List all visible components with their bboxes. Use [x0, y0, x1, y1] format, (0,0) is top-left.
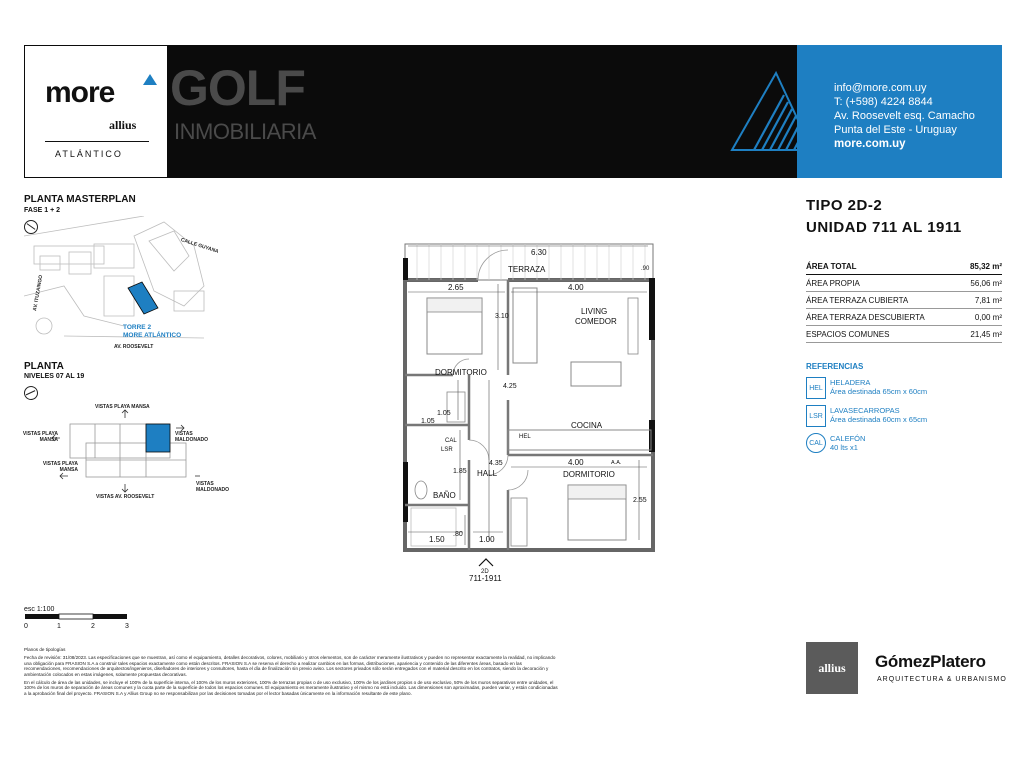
architect-logo: GómezPlatero: [875, 652, 986, 671]
level-plan-map: [50, 398, 200, 498]
street-guyana: CALLE GUYANA: [180, 237, 220, 255]
contact-address: Av. Roosevelt esq. Camacho: [834, 110, 975, 122]
masterplan-phase: FASE 1 + 2: [24, 207, 60, 214]
allius-logo: allius: [806, 642, 858, 694]
area-value: 7,81 m²: [974, 295, 1002, 305]
area-value: 85,32 m²: [969, 261, 1002, 271]
reference-code: CAL: [806, 433, 826, 453]
street-ituzaingo: AV. ITUZAINGO: [32, 274, 45, 312]
area-label: ESPACIOS COMUNES: [806, 329, 890, 339]
logo-allius: allius: [109, 118, 137, 132]
area-value: 0,00 m²: [974, 312, 1002, 322]
label-comedor: COMEDOR: [575, 317, 617, 326]
contact-city: Punta del Este - Uruguay: [834, 124, 957, 136]
view-right: VISTAS MALDONADO: [175, 431, 209, 443]
area-row: [806, 258, 1002, 275]
dim-80: .80: [453, 531, 463, 538]
scale-bar: [24, 606, 134, 632]
level-plan-title: PLANTA: [24, 361, 64, 372]
unit-title: [806, 195, 962, 239]
legal-paragraph-2: En el cálculo de área de las unidades, se incluye el 100% de la superficie interna, el 100% de los muros exteriores, 100% de terrazas propias o de uso exclusivo, 100% de los jardines propios o de uso exclusivo, 50% de los muros separativos entre unidades, el 100% de los muros de separación de áreas comunes y la cuota parte de la superficie de todos los espacios comunes. El equipamiento es meramente ilustrativo y el mismo no está incluido. Las dimensiones son aproximadas, pueden variar, y están condicionadas a la aprobación final del proyecto. FRASION S.A y Allius Group no se responsabilizan por las decisiones tomadas por el lector basadas únicamente en la información resultante de este plano.: [24, 680, 558, 696]
scale-graphic: [24, 613, 134, 621]
legal-paragraph-1: Fecha de revisión: 31/08/2023. Las especificaciones que se muestran, así como el equipamiento, detalles decorativos, colores, mobiliario y otros elementos, son de carácter meramente ilustrativos y pueden no representar exactamente la realidad, no implicando una obligación para FRASION S.A a construir tales espacios exactamente como están descritos. FRASION S.A se reserva el derecho a realizar cambios en las formas, distribuciones, apariencia y contenido de las diferentes áreas, basado en las recomendaciones, recomendaciones de arquitectos/ingenieros, diseñadores de interiores y consultores, hasta el día de finalización sin previo aviso. Los sectores privados sólo serán entregados con el material descrito en los contratos, siendo la decoración y ambientación colocados en estas imágenes, solamente propuestas decorativas.: [24, 655, 556, 677]
label-dormitorio-2: DORMITORIO: [563, 470, 615, 479]
references-title: REFERENCIAS: [806, 362, 864, 371]
unit-type: TIPO 2D-2: [806, 197, 883, 214]
area-row: [806, 309, 1002, 326]
area-row: [806, 292, 1002, 309]
area-label: ÁREA PROPIA: [806, 278, 860, 288]
logo-divider: [45, 141, 149, 142]
area-value: 21,45 m²: [970, 329, 1002, 339]
contact-phone: T: (+598) 4224 8844: [834, 96, 933, 108]
label-hel: HEL: [519, 434, 531, 440]
label-hall: HALL: [477, 469, 498, 478]
architect-subtitle: ARQUITECTURA & URBANISMO: [877, 676, 1007, 683]
dim-255: 2.55: [633, 497, 647, 504]
dim-310: 3.10: [495, 313, 509, 320]
contact-info: [834, 81, 975, 151]
reference-title: CALEFÓN: [830, 434, 866, 443]
dim-630: 6.30: [531, 248, 547, 257]
agency-name: GOLF: [170, 60, 305, 116]
legal-notes: [24, 647, 559, 696]
entry-units: 711-1911: [469, 574, 502, 583]
tower-label: TORRE 2: [123, 324, 152, 331]
logo-triangle-icon: [143, 74, 157, 85]
view-bottom: VISTAS AV. ROOSEVELT: [96, 494, 155, 500]
reference-title: HELADERA: [830, 378, 871, 387]
view-right-lower: VISTAS MALDONADO: [196, 481, 230, 493]
scale-label: esc 1:100: [24, 606, 55, 613]
scale-tick-3: 3: [125, 623, 129, 630]
tower-name: MORE ATLÁNTICO: [123, 332, 182, 339]
view-top: VISTAS PLAYA MANSA: [95, 404, 150, 410]
dim-435: 4.35: [489, 460, 503, 467]
logo-text: more: [45, 76, 115, 109]
dim-105-b: 1.05: [421, 418, 435, 425]
dim-105-a: 1.05: [437, 410, 451, 417]
entry-code: 2D: [481, 569, 489, 575]
reference-code: LSR: [806, 405, 826, 427]
reference-desc: Área destinada 65cm x 60cm: [830, 387, 928, 396]
label-aa: A.A.: [611, 460, 622, 466]
scale-tick-1: 1: [57, 623, 61, 630]
header-banner: [24, 45, 1002, 178]
scale-tick-0: 0: [24, 623, 28, 630]
label-terraza: TERRAZA: [508, 265, 546, 274]
masterplan-title: PLANTA MASTERPLAN: [24, 194, 136, 205]
dim-150: 1.50: [429, 535, 445, 544]
dim-400-top: 4.00: [568, 283, 584, 292]
reference-title: LAVASECARROPAS: [830, 406, 900, 415]
area-value: 56,06 m²: [970, 278, 1002, 288]
view-left: VISTAS PLAYA MANSA: [22, 431, 58, 443]
dim-265: 2.65: [448, 283, 464, 292]
reference-desc: Área destinada 60cm x 65cm: [830, 415, 928, 424]
area-label: ÁREA TERRAZA CUBIERTA: [806, 295, 909, 305]
entry-arrow-icon: [479, 559, 493, 566]
reference-desc: 40 lts x1: [830, 443, 858, 452]
area-row: [806, 326, 1002, 343]
area-row: [806, 275, 1002, 292]
dim-425: 4.25: [503, 383, 517, 390]
unit-numbers: UNIDAD 711 AL 1911: [806, 219, 962, 236]
dim-185: 1.85: [453, 468, 467, 475]
logo-place: ATLÁNTICO: [55, 149, 123, 159]
street-roosevelt: AV. ROOSEVELT: [114, 344, 154, 350]
level-plan-levels: NIVELES 07 AL 19: [24, 373, 85, 380]
label-living: LIVING: [581, 307, 608, 316]
area-table: [806, 258, 1002, 343]
label-lsr: LSR: [441, 447, 453, 453]
reference-code: HEL: [806, 377, 826, 399]
dim-400-bottom: 4.00: [568, 458, 584, 467]
contact-website[interactable]: more.com.uy: [834, 138, 906, 150]
more-logo: [24, 45, 168, 178]
north-arrow-icon: [21, 383, 40, 402]
scale-tick-2: 2: [91, 623, 95, 630]
label-bano: BAÑO: [433, 491, 456, 500]
dim-100: 1.00: [479, 535, 495, 544]
dim-90: .90: [641, 266, 650, 272]
legal-title: Planos de tipologías: [24, 647, 66, 652]
label-cocina: COCINA: [571, 421, 603, 430]
label-cal: CAL: [445, 438, 457, 444]
contact-email[interactable]: info@more.com.uy: [834, 82, 927, 94]
agency-subtitle: INMOBILIARIA: [174, 119, 316, 144]
area-label: ÁREA TOTAL: [806, 261, 857, 271]
view-left-inner: VISTAS PLAYA MANSA: [42, 461, 78, 473]
area-label: ÁREA TERRAZA DESCUBIERTA: [806, 312, 925, 322]
label-dormitorio-1: DORMITORIO: [435, 368, 487, 377]
floor-plan: [403, 240, 658, 585]
